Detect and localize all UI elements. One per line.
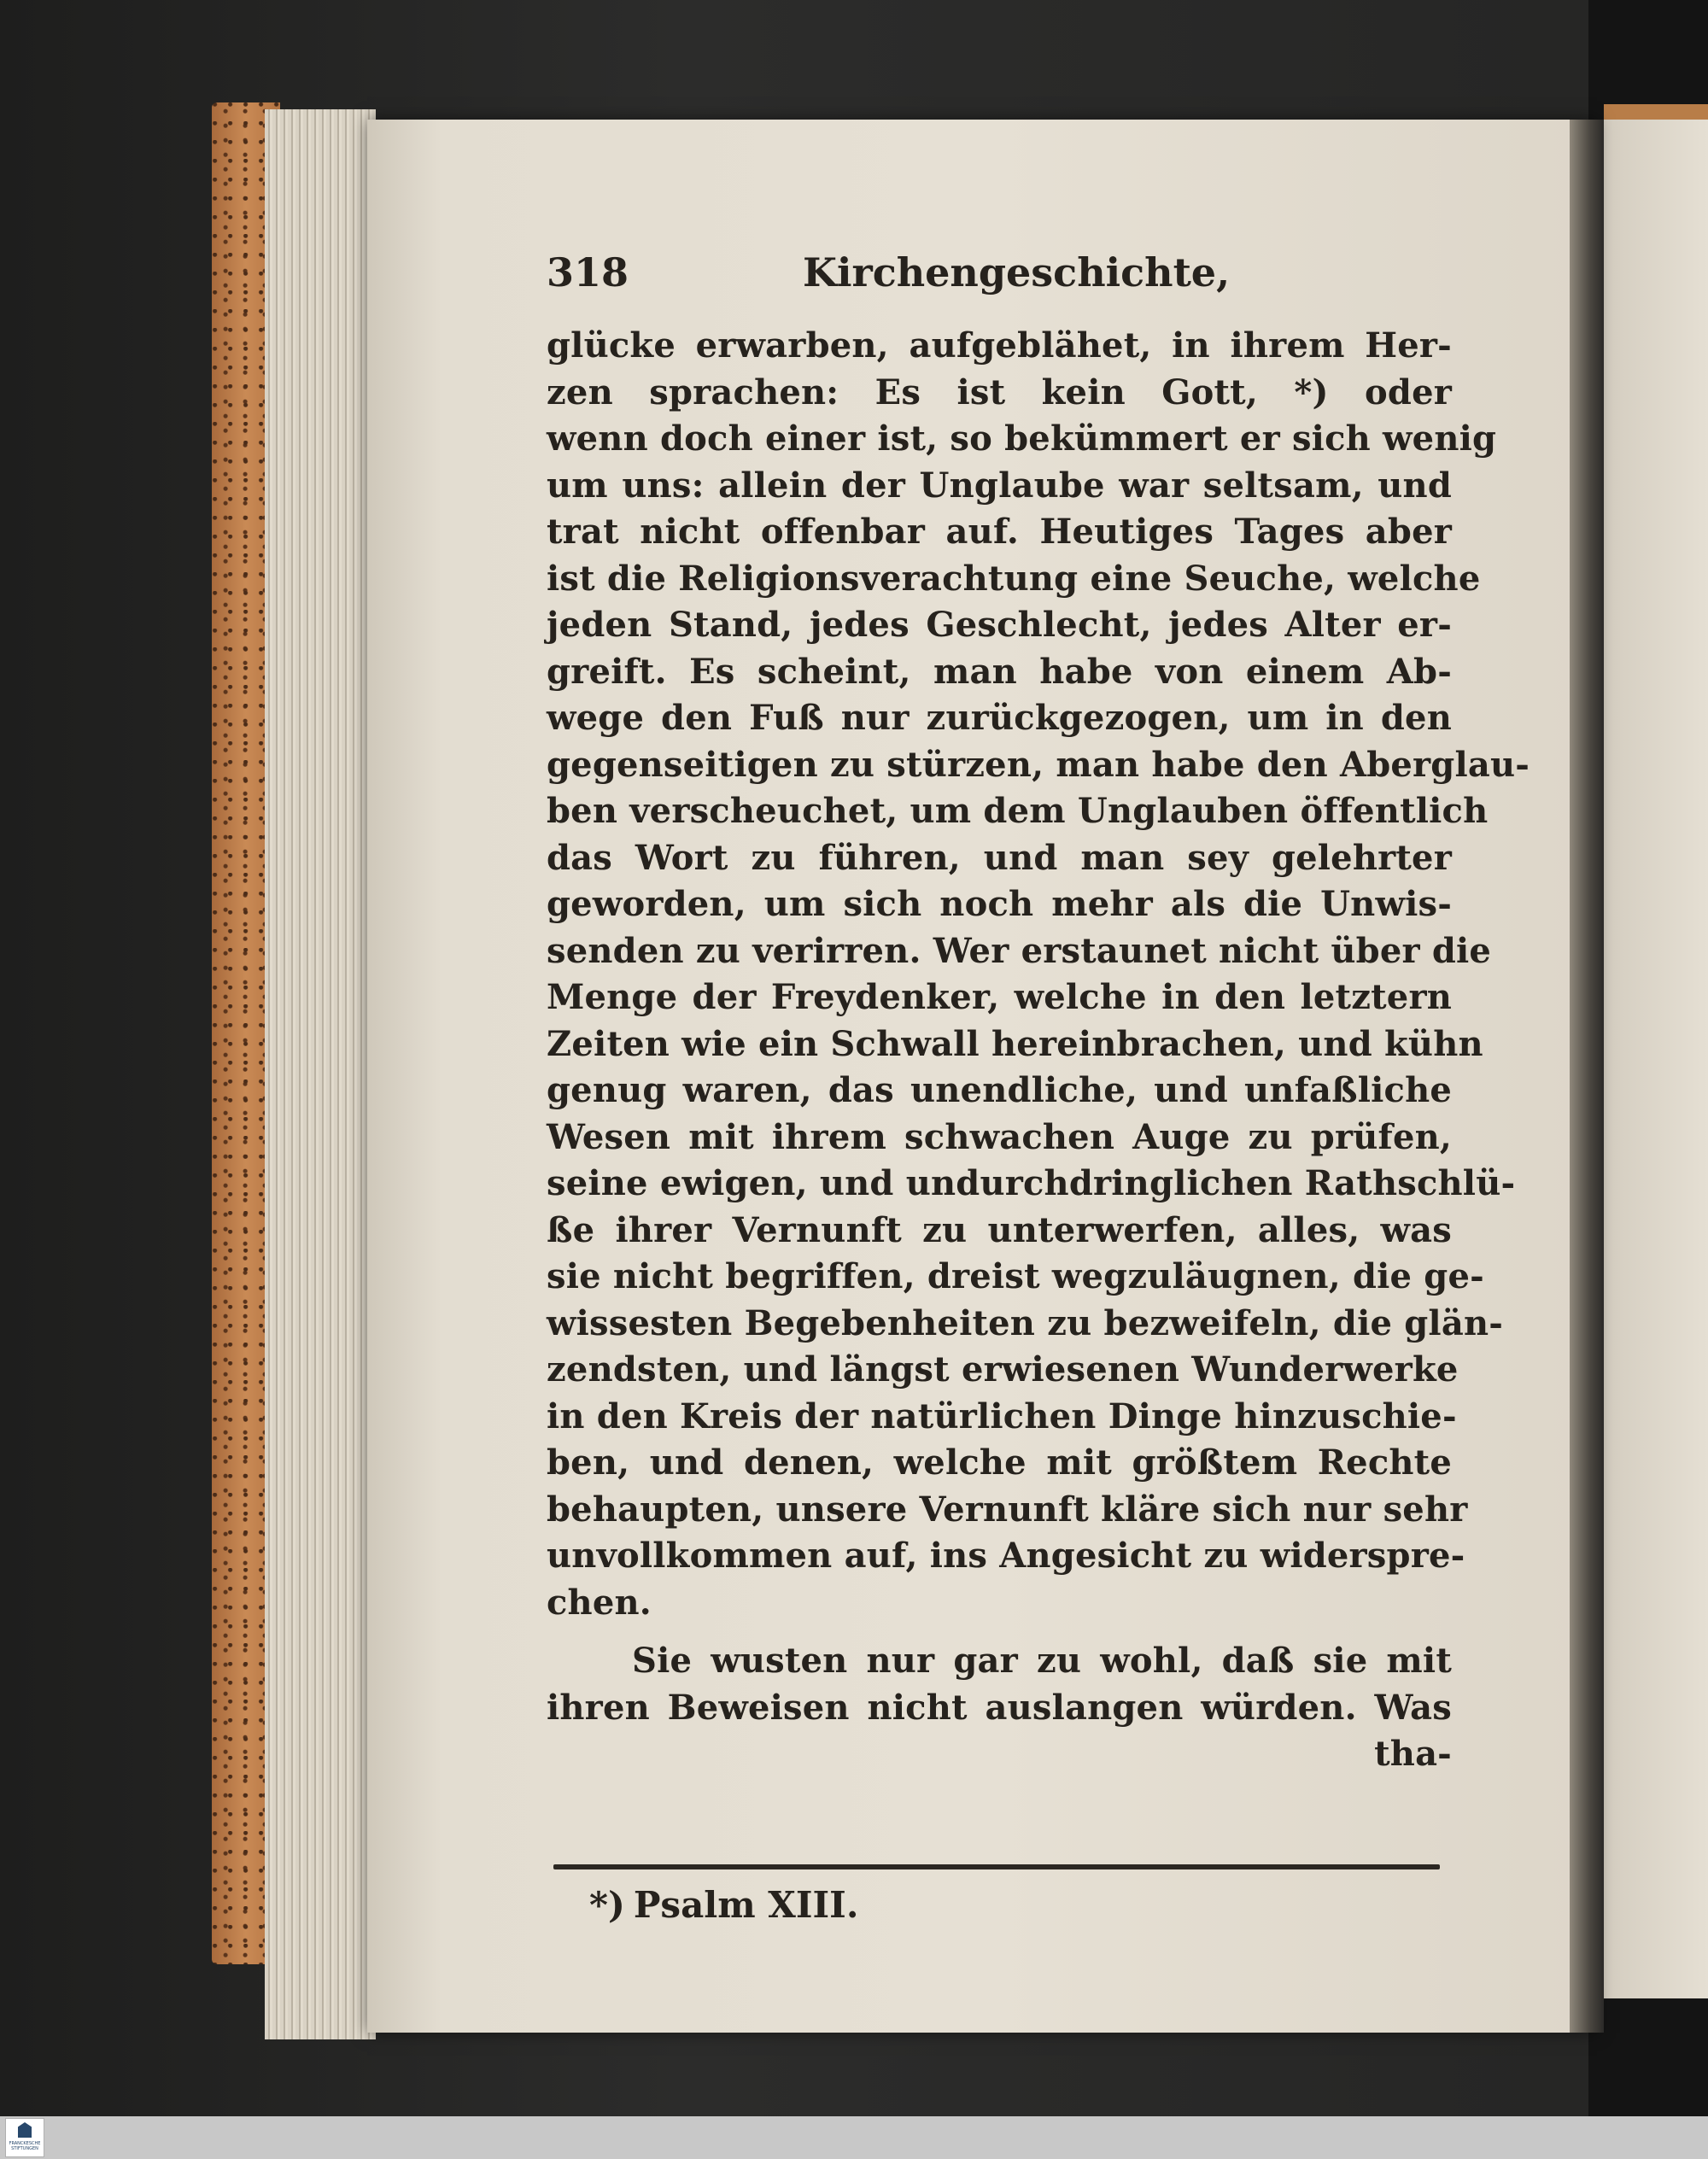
text-line: Sie wusten nur gar zu wohl, daß sie mit: [632, 1641, 1452, 1681]
library-logo[interactable]: [5, 2118, 44, 2157]
right-cover-edge: [1604, 104, 1708, 121]
running-title: Kirchengeschichte,: [803, 249, 1231, 295]
text-line: seine ewigen, und undurchdringlichen Rathschlü-: [547, 1163, 1516, 1203]
running-head: [547, 249, 1452, 313]
footnote-rule: [553, 1864, 1440, 1869]
text-line: wissesten Begebenheiten zu bezweifeln, die glän-: [547, 1302, 1504, 1343]
text-line: gegenseitigen zu stürzen, man habe den Aberglau-: [547, 744, 1530, 785]
text-line: unvollkommen auf, ins Angesicht zu widerspre-: [547, 1536, 1465, 1576]
text-line: Menge der Freydenker, welche in den letztern: [547, 977, 1452, 1017]
text-line: ße ihrer Vernunft zu unterwerfen, alles, was: [547, 1209, 1452, 1250]
text-line: wenn doch einer ist, so bekümmert er sich wenig: [547, 418, 1497, 459]
text-line: Wesen mit ihrem schwachen Auge zu prüfen,: [547, 1116, 1452, 1157]
text-line: in den Kreis der natürlichen Dinge hinzuschie-: [547, 1395, 1457, 1436]
library-logo-text: FRANCKESCHE STIFTUNGEN: [9, 2141, 41, 2151]
text-line: ben verscheuchet, um dem Unglauben öffentlich: [547, 791, 1489, 831]
footnote-text: Psalm XIII.: [633, 1884, 859, 1926]
text-line: um uns: allein der Unglaube war seltsam, und: [547, 465, 1452, 506]
footnote-marker: *): [589, 1884, 625, 1926]
text-line: senden zu verirren. Wer erstaunet nicht über die: [547, 930, 1492, 971]
paragraph-2: [547, 1638, 1452, 1778]
text-line: trat nicht offenbar auf. Heutiges Tages aber: [547, 512, 1452, 552]
text-line: glücke erwarben, aufgeblähet, in ihrem Her-: [547, 325, 1452, 366]
text-line: sie nicht begriffen, dreist wegzuläugnen, die ge-: [547, 1256, 1484, 1296]
text-line: das Wort zu führen, und man sey gelehrter: [547, 837, 1452, 878]
text-line: greift. Es scheint, man habe von einem Ab-: [547, 651, 1452, 692]
paragraph-1: [547, 323, 1530, 1626]
text-line: chen.: [547, 1582, 652, 1623]
library-logo-icon: [18, 2122, 32, 2138]
page-number: 318: [547, 249, 629, 295]
viewer-bottom-bar: [0, 2116, 1708, 2159]
text-line: jeden Stand, jedes Geschlecht, jedes Alter er-: [547, 605, 1452, 645]
footnote: [589, 1884, 867, 1926]
text-line: ihren Beweisen nicht auslangen würden. Was: [547, 1687, 1452, 1728]
text-line: behaupten, unsere Vernunft kläre sich nur sehr: [547, 1489, 1468, 1530]
text-line: zen sprachen: Es ist kein Gott, *) oder: [547, 372, 1452, 412]
text-block: [547, 249, 1530, 1778]
text-line: genug waren, das unendliche, und unfaßliche: [547, 1070, 1452, 1110]
text-line: wege den Fuß nur zurückgezogen, um in den: [547, 698, 1452, 738]
text-line: Zeiten wie ein Schwall hereinbrachen, und kühn: [547, 1023, 1483, 1064]
text-line: ben, und denen, welche mit größtem Rechte: [547, 1442, 1452, 1483]
text-line: ist die Religionsverachtung eine Seuche, welche: [547, 558, 1481, 599]
book-gutter: [1570, 120, 1604, 2033]
facing-page: [1597, 120, 1708, 1998]
catchword: tha-: [1374, 1734, 1452, 1774]
page-edges: [265, 109, 376, 2039]
text-line: geworden, um sich noch mehr als die Unwis-: [547, 884, 1452, 924]
text-line: zendsten, und längst erwiesenen Wunderwerke: [547, 1349, 1459, 1390]
